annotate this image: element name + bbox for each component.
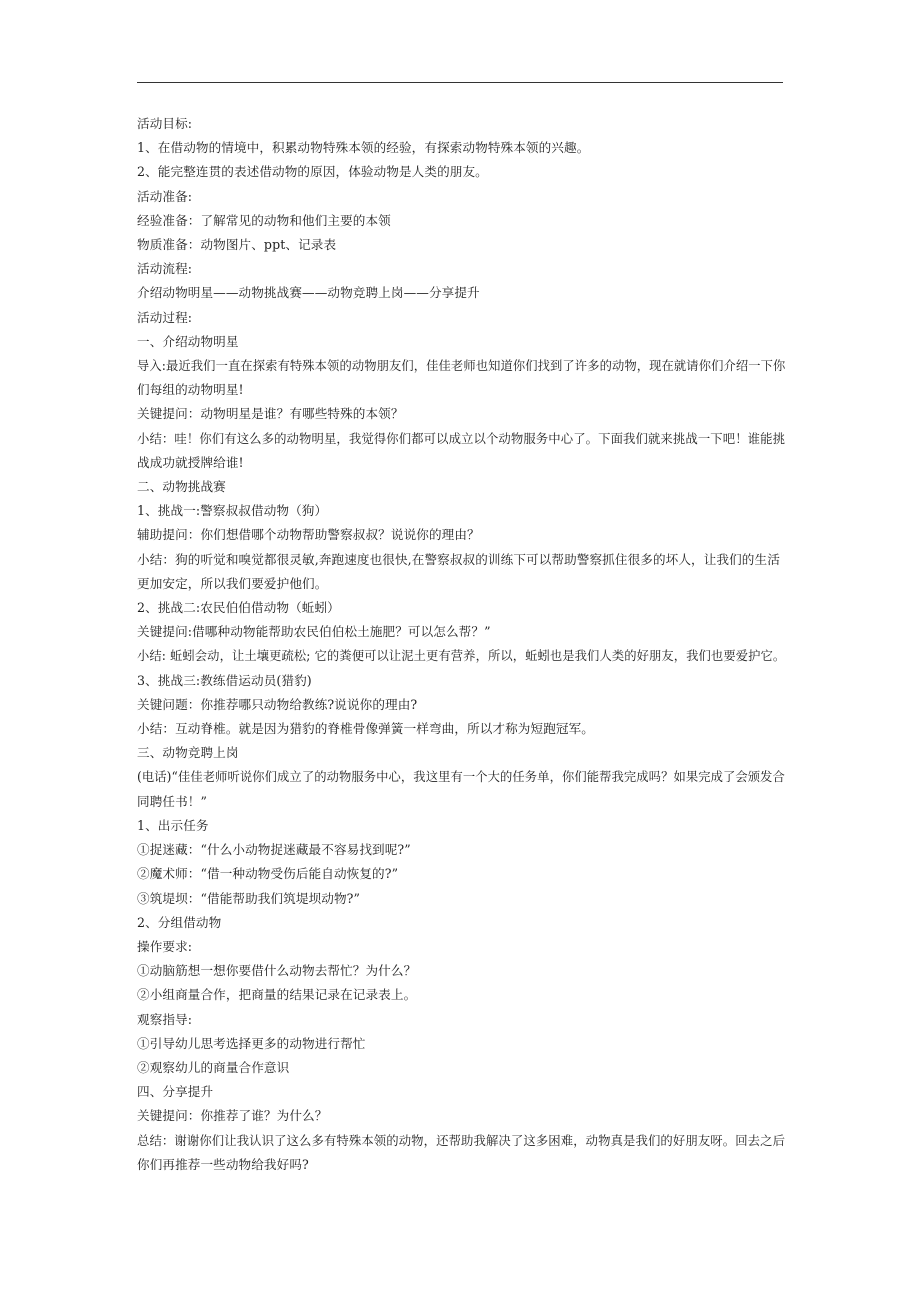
requirement-2: ②小组商量合作，把商量的结果记录在记录表上。 — [137, 987, 417, 1003]
intro-paragraph-line-2: 们每组的动物明星! — [137, 382, 244, 398]
task-dam-building: ③筑堤坝：“借能帮助我们筑堤坝动物?” — [137, 890, 361, 906]
assist-question: 辅助提问：你们想借哪个动物帮助警察叔叔？说说你的理由？ — [137, 527, 480, 543]
guidance-1: ①引导幼儿思考选择更多的动物进行帮忙 — [137, 1035, 366, 1051]
flow-summary: 介绍动物明星——动物挑战赛——动物竞聘上岗——分享提升 — [137, 285, 480, 301]
section-heading-process: 活动过程: — [137, 309, 193, 325]
section-heading-preparation: 活动准备: — [137, 188, 193, 204]
key-question-earthworm: 关键提问:借哪种动物能帮助农民伯伯松土施肥？可以怎么帮？” — [137, 624, 491, 640]
task-hide-and-seek: ①捉迷藏：“什么小动物捉迷藏最不容易找到呢?” — [137, 842, 411, 858]
phone-call-line-1: (电话)“佳佳老师听说你们成立了的动物服务中心，我这里有一个大的任务单，你们能帮我完成吗？如果完成了会颁发合 — [137, 769, 785, 785]
part-three-heading: 三、动物竞聘上岗 — [137, 745, 239, 761]
key-question-final: 关键提问：你推荐了谁？为什么？ — [137, 1108, 328, 1124]
key-question-1: 关键提问：动物明星是谁？有哪些特殊的本领？ — [137, 406, 404, 422]
document-body — [137, 112, 785, 1177]
summary-earthworm: 小结: 蚯蚓会动，让土壤更疏松; 它的粪便可以让泥土更有营养，所以，蚯蚓也是我们人类的好朋友，我们也要爱护它。 — [137, 648, 786, 664]
part-two-heading: 二、动物挑战赛 — [137, 479, 226, 495]
phone-call-line-2: 同聘任书！” — [137, 793, 208, 809]
observation-guidance-heading: 观察指导: — [137, 1011, 193, 1027]
group-borrow-heading: 2、分组借动物 — [137, 914, 222, 930]
conclusion-line-2: 你们再推荐一些动物给我好吗? — [137, 1156, 309, 1172]
intro-paragraph-line-1: 导入:最近我们一直在探索有特殊本领的动物朋友们，佳佳老师也知道你们找到了许多的动物，现在就请你们介绍一下你 — [137, 358, 786, 374]
header-divider — [137, 82, 783, 83]
material-preparation: 物质准备：动物图片、ppt、记录表 — [137, 237, 337, 253]
experience-preparation: 经验准备：了解常见的动物和他们主要的本领 — [137, 212, 391, 228]
summary-cheetah: 小结：互动脊椎。就是因为猎豹的脊椎骨像弹簧一样弯曲，所以才称为短跑冠军。 — [137, 721, 594, 737]
challenge-three: 3、挑战三:教练借运动员(猎豹) — [137, 672, 312, 688]
section-heading-goals: 活动目标: — [137, 116, 193, 131]
goal-item-2: 2、能完整连贯的表述借动物的原因，体验动物是人类的朋友。 — [137, 164, 488, 180]
challenge-two: 2、挑战二:农民伯伯借动物（蚯蚓） — [137, 600, 340, 616]
guidance-2: ②观察幼儿的商量合作意识 — [137, 1059, 290, 1075]
requirement-1: ①动脑筋想一想你要借什么动物去帮忙？为什么？ — [137, 963, 417, 979]
part-one-heading: 一、介绍动物明星 — [137, 333, 239, 349]
section-heading-flow: 活动流程: — [137, 261, 193, 277]
task-magician: ②魔术师：“借一种动物受伤后能自动恢复的?” — [137, 866, 399, 882]
summary-dog-line-2: 更加安定，所以我们要爱护他们。 — [137, 575, 328, 591]
summary-1-line-1: 小结：哇！你们有这么多的动物明星，我觉得你们都可以成立以个动物服务中心了。下面我们就来挑战一下吧！谁能挑 — [137, 430, 786, 446]
challenge-one: 1、挑战一:警察叔叔借动物（狗） — [137, 503, 328, 519]
part-four-heading: 四、分享提升 — [137, 1084, 214, 1100]
summary-dog-line-1: 小结：狗的听觉和嗅觉都很灵敏,奔跑速度也很快,在警察叔叔的训练下可以帮助警察抓住很多的坏人，让我们的生活 — [137, 551, 780, 567]
conclusion-line-1: 总结：谢谢你们让我认识了这么多有特殊本领的动物，还帮助我解决了这多困难，动物真是我们的好朋友呀。回去之后 — [137, 1132, 786, 1148]
goal-item-1: 1、在借动物的情境中，积累动物特殊本领的经验，有探索动物特殊本领的兴趣。 — [137, 140, 590, 156]
operation-requirements-heading: 操作要求: — [137, 938, 193, 954]
key-question-cheetah: 关键问题：你推荐哪只动物给教练?说说你的理由? — [137, 696, 418, 712]
show-task-heading: 1、出示任务 — [137, 817, 209, 833]
summary-1-line-2: 战成功就授牌给谁! — [137, 454, 244, 470]
